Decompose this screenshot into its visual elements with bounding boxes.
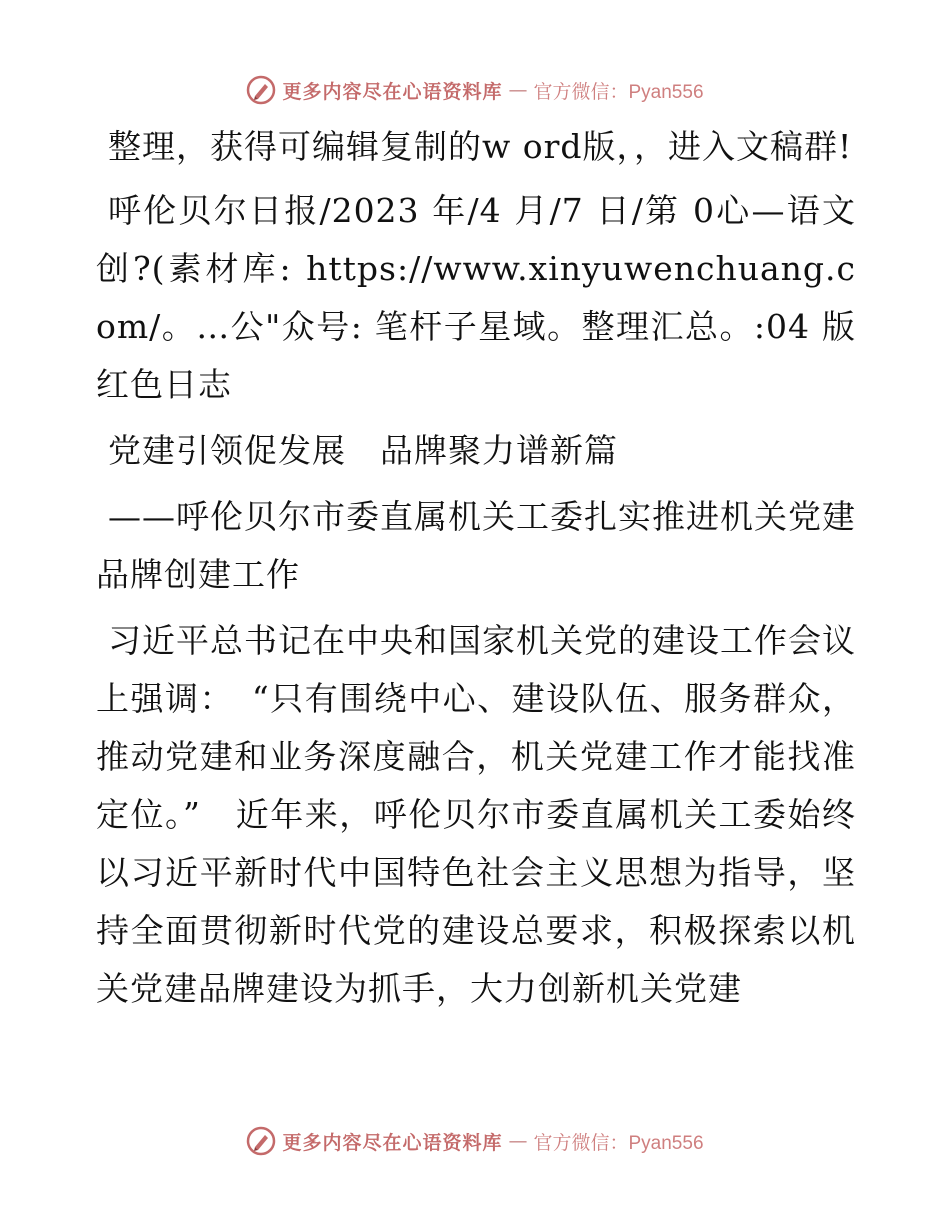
footer-watermark — [0, 1121, 950, 1161]
watermark-main-text: 更多内容尽在心语资料库 — [282, 80, 503, 103]
watermark-contact: 官方微信：Pyan556 — [533, 81, 704, 103]
body-paragraph: 习近平总书记在中央和国家机关党的建设工作会议上强调： “只有围绕中心、建设队伍、服务群众，推动党建和业务深度融合，机关党建工作才能找准定位。” 近年来，呼伦贝尔市委直属机关工委始终以习近平新时代中国特色社会主义思想为指导，坚持全面贯彻新时代党的建设总要求，积极探索以机关党建品牌建设为抓手，大力创新机关党建 — [96, 621, 856, 1008]
article-title: 党建引领促发展 品牌聚力谱新篇 — [108, 431, 618, 470]
header-watermark — [0, 70, 950, 110]
watermark-contact: 官方微信：Pyan556 — [533, 1132, 704, 1154]
pen-logo-icon — [246, 1126, 276, 1156]
article-subtitle: ——呼伦贝尔市委直属机关工委扎实推进机关党建品牌创建工作 — [96, 497, 856, 594]
source-paragraph: 呼伦贝尔日报/2023 年/4 月/7 日/第 0心—语文创?(素材库: https://www.xinyuwenchuang.com/。…公"众号: 笔杆子星域。整理汇总。:04 版红色日志 — [96, 191, 856, 404]
pen-logo-icon — [246, 75, 276, 105]
document-body — [96, 118, 856, 1018]
intro-paragraph: 整理，获得可编辑复制的w ord版，，进入文稿群! — [108, 127, 853, 166]
watermark-separator: — — [508, 79, 528, 101]
watermark-separator: — — [508, 1130, 528, 1152]
watermark-main-text: 更多内容尽在心语资料库 — [282, 1131, 503, 1154]
